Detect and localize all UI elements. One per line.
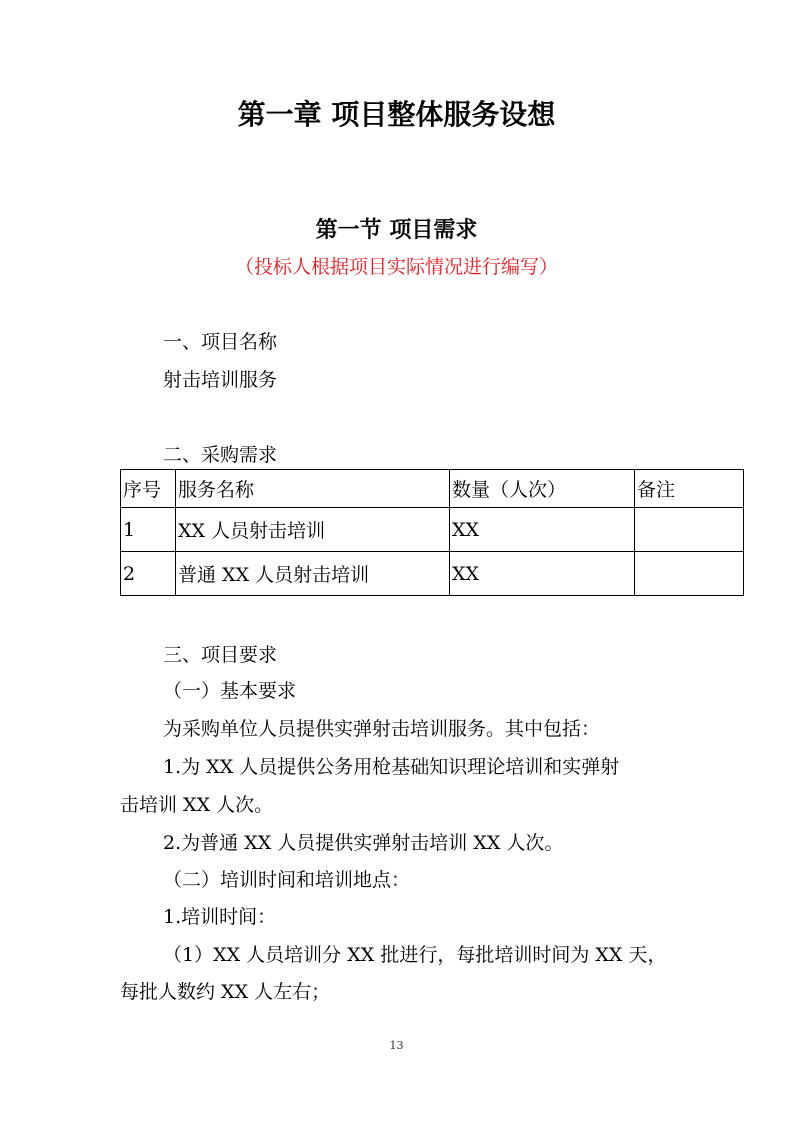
table-cell: 1 [121,508,176,552]
table-row [121,552,744,596]
header-cell: 服务名称 [176,470,450,508]
basic-heading: （一）基本要求 [163,680,297,702]
time-heading: 1.培训时间： [163,906,277,928]
table-cell: 普通 XX 人员射击培训 [176,552,450,596]
item2: 2.为普通 XX 人员提供实弹射击培训 XX 人次。 [163,832,564,854]
table-row [121,508,744,552]
project-name: 射击培训服务 [163,369,278,391]
requirements-heading: 三、项目要求 [163,644,278,666]
time-place-heading: （二）培训时间和培训地点： [163,869,411,891]
procurement-heading: 二、采购需求 [163,444,278,466]
project-name-heading: 一、项目名称 [163,331,278,353]
item1-line2: 击培训 XX 人次。 [120,794,274,816]
table-cell: XX [450,508,635,552]
basic-intro: 为采购单位人员提供实弹射击培训服务。其中包括： [163,718,601,740]
header-cell: 数量（人次） [450,470,635,508]
table-cell: 2 [121,552,176,596]
time1-line2: 每批人数约 XX 人左右； [120,981,331,1003]
item1-line1: 1.为 XX 人员提供公务用枪基础知识理论培训和实弹射 [163,756,620,778]
table-header-row [121,470,744,508]
chapter-title: 第一章 项目整体服务设想 [237,98,556,131]
section-note: （投标人根据项目实际情况进行编写） [234,256,558,278]
table-cell [635,508,744,552]
procurement-table [120,469,744,596]
header-cell: 备注 [635,470,744,508]
header-cell: 序号 [121,470,176,508]
table-cell: XX [450,552,635,596]
section-title: 第一节 项目需求 [315,217,478,243]
table-cell [635,552,744,596]
time1-line1: （1）XX 人员培训分 XX 批进行，每批培训时间为 XX 天， [163,944,667,966]
table-cell: XX 人员射击培训 [176,508,450,552]
page-number: 13 [389,1039,404,1052]
